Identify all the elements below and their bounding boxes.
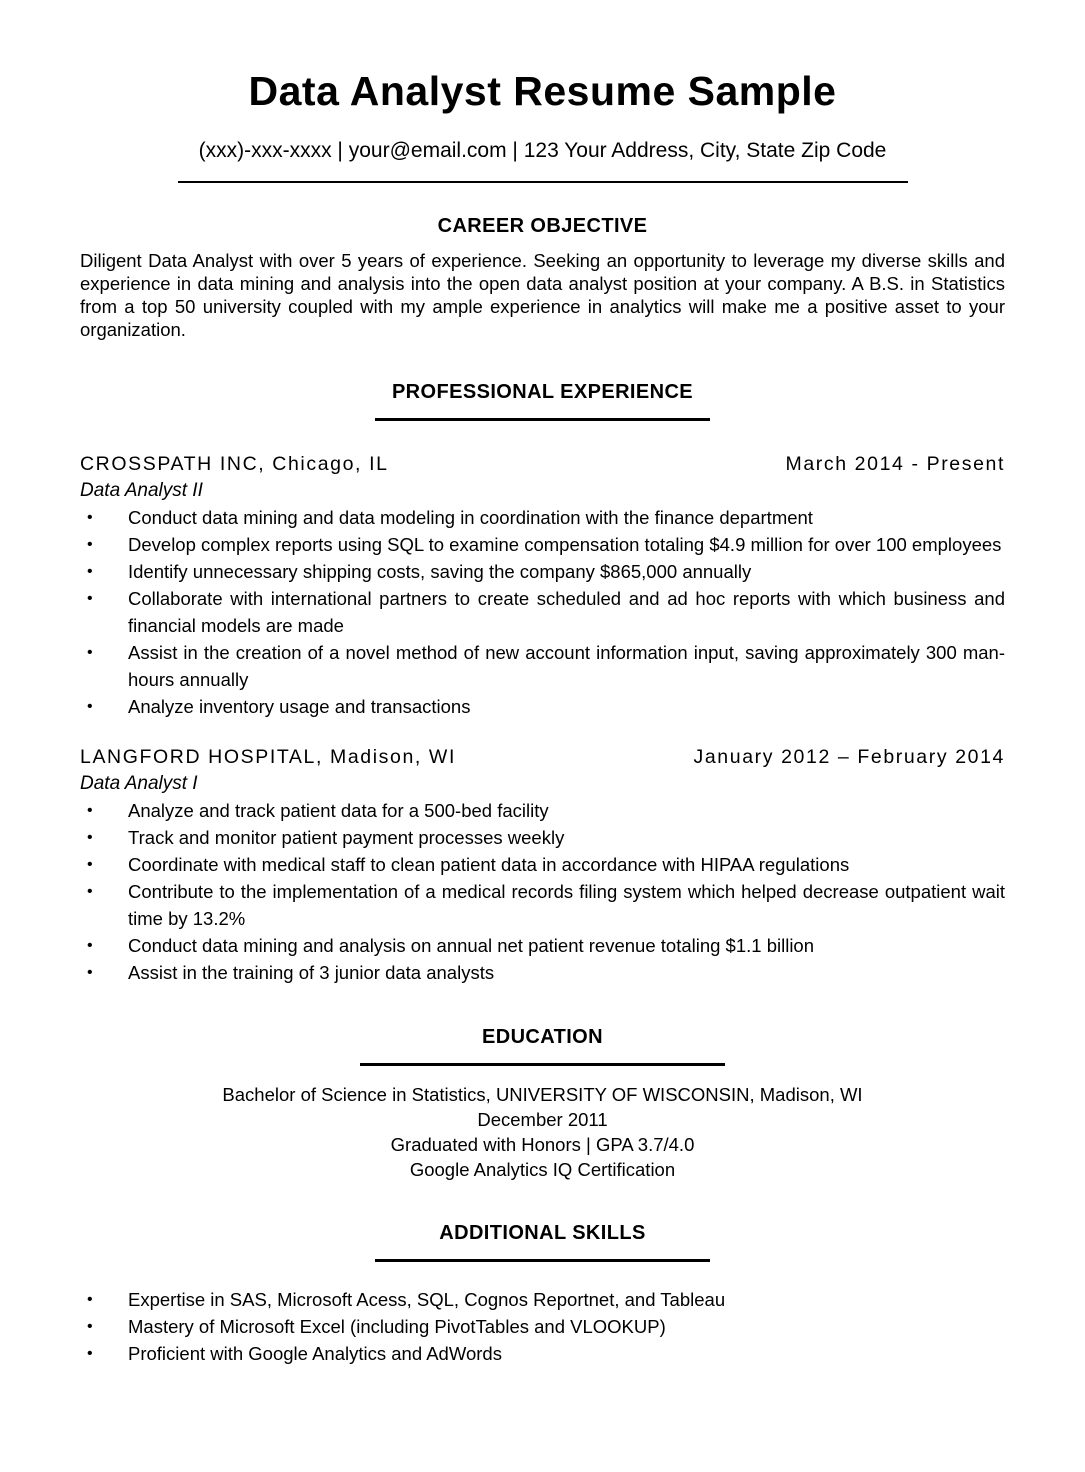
section-heading-additional-skills: ADDITIONAL SKILLS xyxy=(439,1222,646,1244)
bullet-text: Mastery of Microsoft Excel (including PivotTables and VLOOKUP) xyxy=(128,1316,666,1337)
list-item xyxy=(80,1286,1005,1313)
list-item xyxy=(80,851,1005,878)
list-item xyxy=(80,878,1005,932)
bullet-text: Track and monitor patient payment processes weekly xyxy=(128,827,565,848)
list-item xyxy=(80,824,1005,851)
job-header xyxy=(80,451,1005,477)
bullet-icon: • xyxy=(87,883,93,900)
education-line: Graduated with Honors | GPA 3.7/4.0 xyxy=(390,1134,695,1155)
education-line: Google Analytics IQ Certification xyxy=(409,1159,676,1180)
job-bullet-list xyxy=(80,504,1005,720)
bullet-text: Assist in the training of 3 junior data analysts xyxy=(128,962,495,983)
list-item xyxy=(80,1340,1005,1367)
bullet-icon: • xyxy=(87,964,93,981)
list-item xyxy=(80,932,1005,959)
bullet-text: Expertise in SAS, Microsoft Acess, SQL, Cognos Reportnet, and Tableau xyxy=(128,1289,726,1310)
job-role: Data Analyst II xyxy=(80,480,203,501)
section-heading-education: EDUCATION xyxy=(481,1026,603,1048)
job-bullet-list xyxy=(80,797,1005,986)
job-role: Data Analyst I xyxy=(80,773,198,794)
education-lines xyxy=(80,1082,1005,1182)
job-header xyxy=(80,744,1005,770)
bullet-icon: • xyxy=(87,937,93,954)
list-item xyxy=(80,585,1005,639)
section-underline-professional-experience xyxy=(375,418,710,421)
bullet-text: Contribute to the implementation of a medical records filing system which helped decrease outpatient wait time by 13.2% xyxy=(128,881,1005,929)
list-item xyxy=(80,504,1005,531)
bullet-text: Coordinate with medical staff to clean patient data in accordance with HIPAA regulations xyxy=(128,854,850,875)
bullet-icon: • xyxy=(87,1291,93,1308)
bullet-text: Conduct data mining and data modeling in coordination with the finance department xyxy=(128,507,813,528)
job-dates: January 2012 – February 2014 xyxy=(693,746,1005,768)
bullet-icon: • xyxy=(87,856,93,873)
section-heading-professional-experience: PROFESSIONAL EXPERIENCE xyxy=(391,381,694,403)
list-item xyxy=(80,558,1005,585)
header-divider xyxy=(178,181,908,183)
list-item xyxy=(80,959,1005,986)
job-entry-crosspath xyxy=(80,451,1005,720)
career-objective-paragraph: Diligent Data Analyst with over 5 years of experience. Seeking an opportunity to leverage my diverse skills and experience in data mining and analysis into the open data analyst position at your company. A B.S. in Statistics from a top 50 university coupled with my ample experience in analytics will make me a positive asset to your organization. xyxy=(80,250,1005,340)
bullet-text: Analyze inventory usage and transactions xyxy=(128,696,471,717)
list-item xyxy=(80,693,1005,720)
bullet-icon: • xyxy=(87,563,93,580)
resume-page xyxy=(0,68,1085,1472)
bullet-icon: • xyxy=(87,590,93,607)
section-underline-additional-skills xyxy=(375,1259,710,1262)
contact-line: (xxx)-xxx-xxxx | your@email.com | 123 Your Address, City, State Zip Code xyxy=(198,139,887,162)
bullet-text: Assist in the creation of a novel method of new account information input, saving approximately 300 man-hours annually xyxy=(128,642,1005,690)
bullet-text: Collaborate with international partners to create scheduled and ad hoc reports with which business and financial models are made xyxy=(128,588,1005,636)
company-name: CROSSPATH INC, Chicago, IL xyxy=(80,453,389,475)
bullet-icon: • xyxy=(87,509,93,526)
bullet-icon: • xyxy=(87,644,93,661)
education-line: Bachelor of Science in Statistics, UNIVERSITY OF WISCONSIN, Madison, WI xyxy=(222,1084,863,1105)
page-title: Data Analyst Resume Sample xyxy=(248,68,837,114)
bullet-text: Proficient with Google Analytics and AdWords xyxy=(128,1343,502,1364)
list-item xyxy=(80,1313,1005,1340)
job-entry-langford xyxy=(80,744,1005,986)
education-line: December 2011 xyxy=(477,1109,608,1130)
list-item xyxy=(80,531,1005,558)
bullet-text: Develop complex reports using SQL to examine compensation totaling $4.9 million for over 100 employees xyxy=(128,534,1002,555)
bullet-icon: • xyxy=(87,698,93,715)
bullet-text: Identify unnecessary shipping costs, saving the company $865,000 annually xyxy=(128,561,752,582)
bullet-text: Analyze and track patient data for a 500-bed facility xyxy=(128,800,549,821)
bullet-icon: • xyxy=(87,802,93,819)
skills-bullet-list xyxy=(80,1286,1005,1367)
section-heading-career-objective: CAREER OBJECTIVE xyxy=(437,215,648,237)
bullet-icon: • xyxy=(87,1318,93,1335)
section-underline-education xyxy=(360,1063,725,1066)
bullet-icon: • xyxy=(87,536,93,553)
list-item xyxy=(80,797,1005,824)
bullet-text: Conduct data mining and analysis on annual net patient revenue totaling $1.1 billion xyxy=(128,935,815,956)
list-item xyxy=(80,639,1005,693)
bullet-icon: • xyxy=(87,1345,93,1362)
company-name: LANGFORD HOSPITAL, Madison, WI xyxy=(80,746,456,768)
job-dates: March 2014 - Present xyxy=(785,453,1005,475)
bullet-icon: • xyxy=(87,829,93,846)
